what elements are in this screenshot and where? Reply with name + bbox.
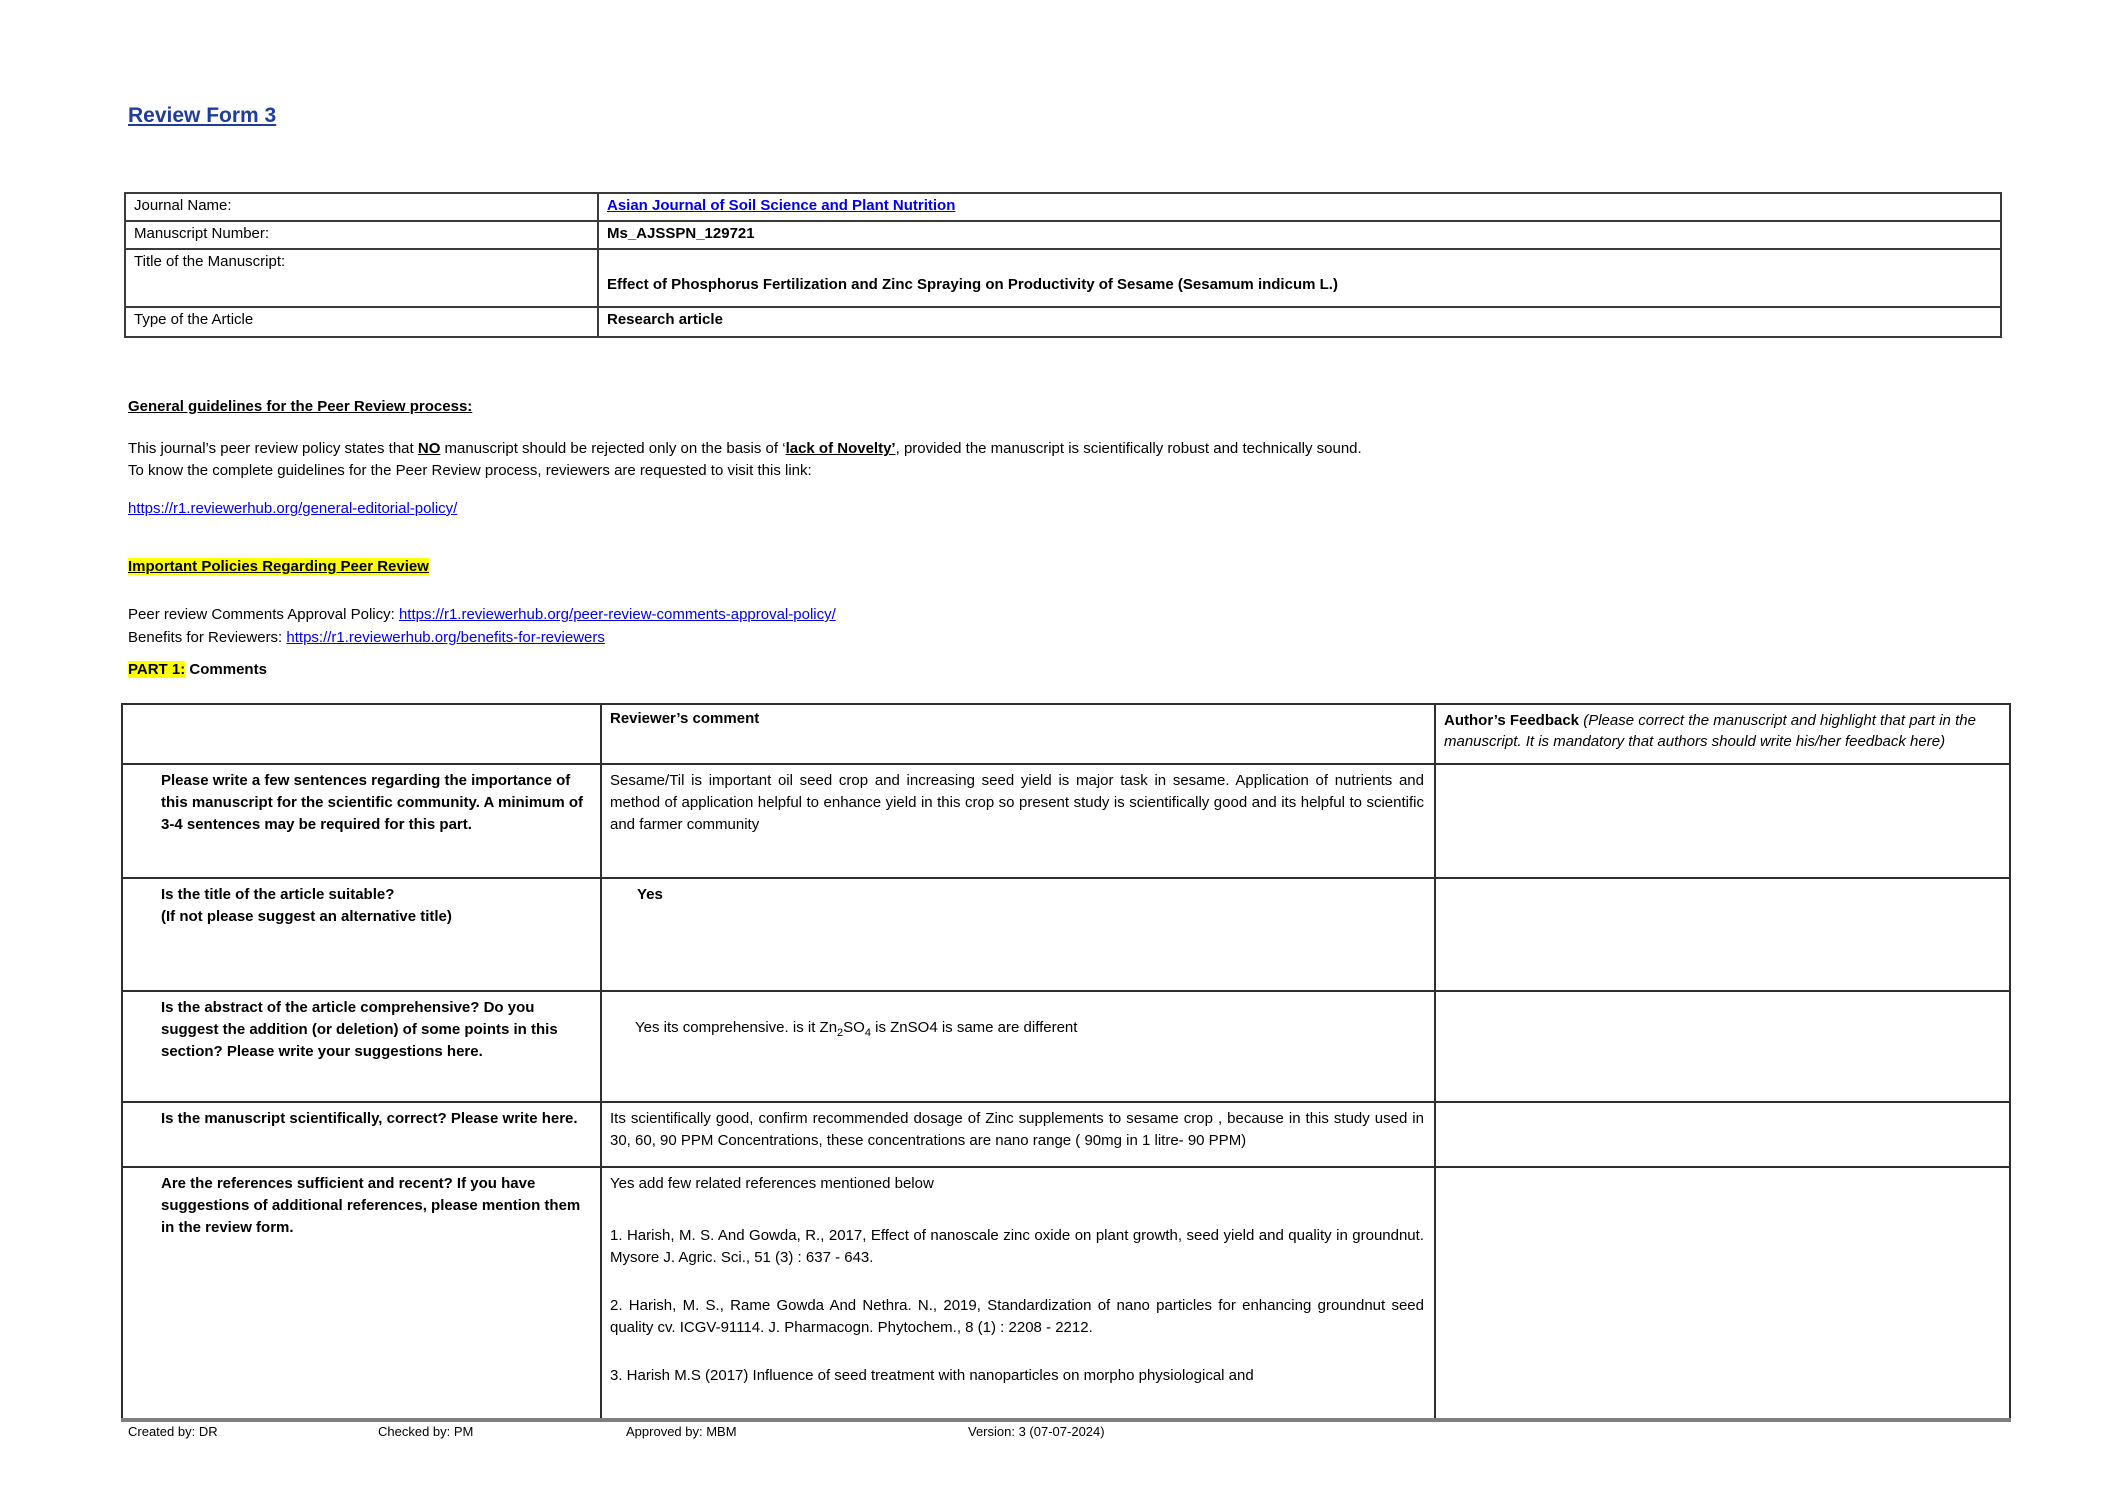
part1-heading [128,661,267,678]
comment-text: Yes its comprehensive. is it Zn [635,1019,838,1036]
policy-text: manuscript should be rejected only on the basis of ‘ [440,440,786,457]
comment-scientifically-correct: Its scientifically good, confirm recommended dosage of Zinc supplements to sesame crop , because in this study used in 30, 60, 90 PPM Concentrations, these concentrations are nano range ( 90mg in 1 litre- 90 PPM) [601,1102,1435,1167]
footer-version: Version: 3 (07-07-2024) [968,1424,1105,1439]
question-references: Are the references sufficient and recent? If you have suggestions of additional references, please mention them in the review form. [122,1167,601,1420]
guidelines-heading: General guidelines for the Peer Review process: [128,398,473,415]
table-row [125,193,2001,221]
reference-item: 2. Harish, M. S., Rame Gowda And Nethra. N., 2019, Standardization of nano particles for enhancing groundnut seed quality cv. ICGV-91114. J. Pharmacogn. Phytochem., 8 (1) : 2208 - 2212. [610,1297,1424,1336]
comment-references [601,1167,1435,1420]
author-feedback-cell [1435,991,2010,1102]
manuscript-title-label: Title of the Manuscript: [125,249,598,307]
policy-text: This journal’s peer review policy states that [128,440,418,457]
policy-text: , provided the manuscript is scientifically robust and technically sound. [895,440,1362,457]
journal-name-label: Journal Name: [125,193,598,221]
policy-no-emphasis: NO [417,440,441,457]
policy-text-line2: To know the complete guidelines for the Peer Review process, reviewers are requested to visit this link: [128,462,812,479]
table-row [122,878,2010,991]
general-editorial-policy-link[interactable]: https://r1.reviewerhub.org/general-editorial-policy/ [128,500,458,517]
reference-item: 1. Harish, M. S. And Gowda, R., 2017, Effect of nanoscale zinc oxide on plant growth, seed yield and quality in groundnut. Mysore J. Agric. Sci., 51 (3) : 637 - 643. [610,1227,1424,1266]
question-importance: Please write a few sentences regarding the importance of this manuscript for the scientific community. A minimum of 3-4 sentences may be required for this part. [122,764,601,878]
references-intro: Yes add few related references mentioned below [610,1175,934,1192]
author-feedback-cell [1435,764,2010,878]
comment-text: is ZnSO4 is same are different [870,1019,1078,1036]
policy-links-block [128,603,836,649]
benefits-link[interactable]: https://r1.reviewerhub.org/benefits-for-reviewers [286,629,605,646]
policy-novelty-emphasis: lack of Novelty’ [785,440,896,457]
review-comments-table [121,703,2011,1422]
policy-paragraph [128,438,2010,482]
page-title: Review Form 3 [128,104,277,127]
blank-header-cell [122,704,601,764]
subscript: 2 [837,1027,844,1039]
part1-highlight: PART 1: [128,661,186,678]
manuscript-number-value: Ms_AJSSPN_129721 [598,221,2001,249]
author-feedback-header [1435,704,2010,764]
footer-approved-by: Approved by: MBM [626,1424,737,1439]
table-row [125,307,2001,337]
manuscript-title-value: Effect of Phosphorus Fertilization and Zinc Spraying on Productivity of Sesame (Sesamum indicum L.) [598,249,2001,307]
table-row [122,764,2010,878]
part1-rest: Comments [185,661,267,678]
table-row [125,249,2001,307]
author-feedback-cell [1435,878,2010,991]
manuscript-number-label: Manuscript Number: [125,221,598,249]
question-scientifically-correct: Is the manuscript scientifically, correct? Please write here. [122,1102,601,1167]
article-type-value: Research article [598,307,2001,337]
table-header-row [122,704,2010,764]
author-feedback-header-italic: (Please correct the manuscript and highlight that part in the manuscript. It is mandatory that authors should write his/her feedback here) [1444,712,1976,750]
journal-name-link[interactable]: Asian Journal of Soil Science and Plant Nutrition [607,197,956,214]
table-row [122,991,2010,1102]
table-row [125,221,2001,249]
comment-text: SO [843,1019,865,1036]
comment-importance: Sesame/Til is important oil seed crop and increasing seed yield is major task in sesame. Application of nutrients and method of application helpful to enhance yield in this crop so present study is scientifically good and its helpful to scientific and farmer community [601,764,1435,878]
approval-policy-label: Peer review Comments Approval Policy: [128,606,399,623]
reviewer-comment-header: Reviewer’s comment [601,704,1435,764]
article-type-label: Type of the Article [125,307,598,337]
question-abstract: Is the abstract of the article comprehensive? Do you suggest the addition (or deletion) of some points in this section? Please write your suggestions here. [122,991,601,1102]
footer-created-by: Created by: DR [128,1424,218,1439]
question-line: (If not please suggest an alternative title) [161,908,452,925]
footer-checked-by: Checked by: PM [378,1424,474,1439]
subscript: 4 [864,1027,871,1039]
question-line: Is the title of the article suitable? [161,886,395,903]
author-feedback-cell [1435,1102,2010,1167]
table-row [122,1167,2010,1420]
author-feedback-cell [1435,1167,2010,1420]
table-row [122,1102,2010,1167]
approval-policy-link[interactable]: https://r1.reviewerhub.org/peer-review-comments-approval-policy/ [398,606,836,623]
benefits-label: Benefits for Reviewers: [128,629,287,646]
comment-abstract [601,991,1435,1102]
reference-item: 3. Harish M.S (2017) Influence of seed treatment with nanoparticles on morpho physiological and [610,1367,1254,1384]
important-policies-heading: Important Policies Regarding Peer Review [128,558,429,575]
author-feedback-header-bold: Author’s Feedback [1444,712,1584,729]
comment-title-suitable: Yes [601,878,1435,991]
question-title-suitable [122,878,601,991]
manuscript-info-table [124,192,2002,338]
